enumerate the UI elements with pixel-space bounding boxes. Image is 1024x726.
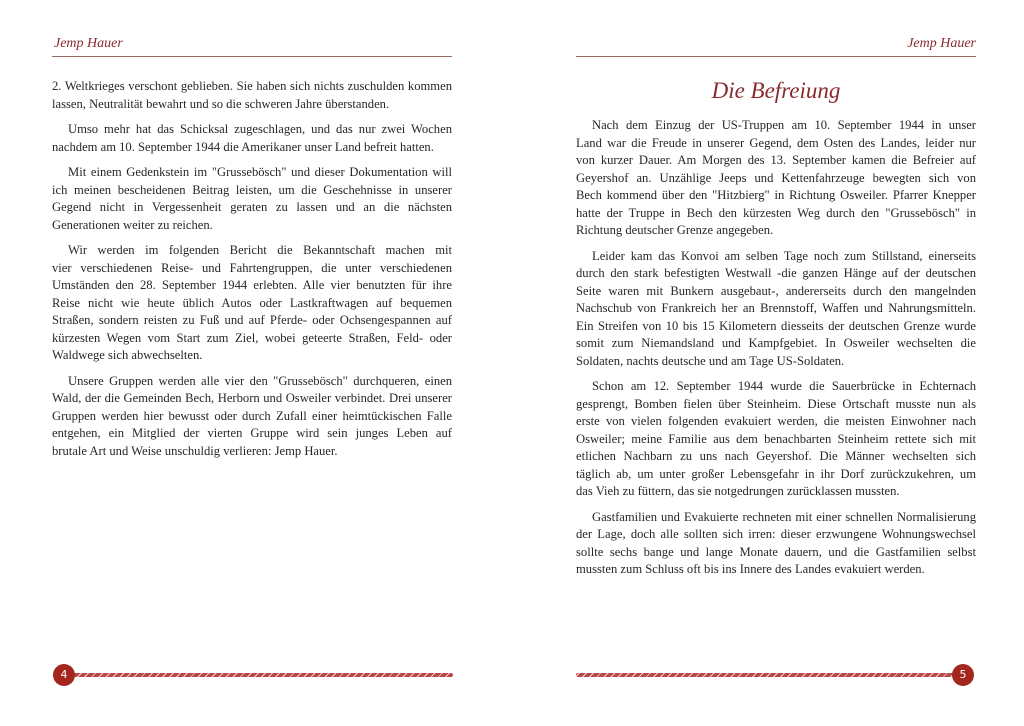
text-line: täglich ab, um unter großer Lebensgefahr in ihr Dorf zurückzukehren, um [576,466,976,481]
text-line: gesprengt, Bomben fielen über Steinheim. Diese Ortschaft musste nun als [576,396,976,411]
text-line: Wir werden im folgenden Bericht die Bekanntschaft machen mit [68,243,452,257]
body-text [52,78,452,468]
text-line: Osweiler; meine Familie aus dem benachbarten Steinheim rettete sich mit [576,431,976,446]
text-line: Ein Streifen von 10 bis 15 Kilometern diesseits der deutschen Grenze wurde [576,318,976,333]
text-line: das Vieh zu füttern, das sie notgedrungen zurücklassen mussten. [576,484,900,498]
text-line: Land war die Freude in unserer Gegend, dem Osten des Landes, leider nur [576,135,976,150]
text-line: somit zum Niemandsland und Kampfgebiet. In Osweiler wechselten die [576,336,976,350]
text-line: lassen, Neutralität bewahrt und so die schweren Jahre überstanden. [52,96,390,111]
rope-ornament [71,673,453,677]
body-text [576,117,976,587]
text-line: Generationen weiter zu reichen. [52,217,213,232]
text-line: Wald, der die Gemeinden Bech, Herborn und Osweiler verbindet. Drei unserer [52,391,452,405]
text-line: Geyershof an. Unzählige Jeeps und Kettenfahrzeuge bewegten sich von [576,170,976,185]
text-line: sollte sechs bange und lange Monate dauern, und die Gastfamilien selbst [576,544,976,559]
text-line: der Lage, doch alle sollten sich irren: dieser erzwungene Wohnungswechsel [576,527,976,541]
text-line: Nach dem Einzug der US-Truppen am 10. September 1944 in unser [592,118,976,132]
text-line: Bech kommend über den "Hitzbierg" in Richtung Osweiler. Pfarrer Knepper [576,188,976,202]
text-line: Richtung deutscher Grenze angegeben. [576,223,774,237]
text-line: ich meinen bescheidenen Beitrag leisten, um die Geschehnisse in unserer [52,182,452,197]
running-head: Jemp Hauer [907,36,976,51]
text-line: brutale Art und Weise unschuldig verlieren: Jemp Hauer. [52,443,338,458]
paragraph [52,242,452,365]
text-line: Gegend nicht in Vergessenheit geraten zu lassen und an die nächsten [52,200,452,214]
text-line: nachdem am 10. September 1944 die Amerikaner unser Land befreit hatten. [52,139,434,154]
text-line: Seite waren mit Bunkern ausgebaut-, andererseits durch den mangelnden [576,283,976,298]
paragraph [52,78,452,113]
text-line: erste von vielen folgenden evakuiert werden, die meisten Einwohner nach [576,414,976,428]
header-rule [576,56,976,57]
text-line: mussten zum Schluss oft bis ins Innere des Landes evakuiert werden. [576,562,925,576]
text-line: Umso mehr hat das Schicksal zugeschlagen, und das nur zwei Wochen [68,122,452,136]
text-line: 2. Weltkrieges verschont geblieben. Sie haben sich nichts zuschulden kommen [52,79,452,93]
text-line: Unsere Gruppen werden alle vier den "Grussebösch" durchqueren, einen [68,373,452,388]
right-footer [576,664,974,686]
text-line: Soldaten, nachts deutsche und am Tage US-Soldaten. [576,353,845,368]
text-line: hatte der Truppe in Bech den kürzesten Weg durch den "Grussebösch" in [576,205,976,220]
text-line: Mit einem Gedenkstein im "Grussebösch" und dieser Dokumentation will [68,165,452,179]
text-line: Nachschub von Frankreich her an Brennstoff, Waffen und Nahrungsmitteln. [576,301,976,315]
rope-ornament [576,673,956,677]
text-line: Umständen den 28. September 1944 erlebten. Alle vier benutzten für ihre [52,278,452,292]
paragraph [52,373,452,461]
chapter-title: Die Befreiung [711,78,841,103]
text-line: kürzesten Wegen vom Start zum Ziel, wobei geteerte Straßen, Feld- oder [52,330,452,345]
text-line: Gastfamilien und Evakuierte rechneten mit einer schnellen Normalisierung [592,509,976,524]
text-line: Reise nicht wie heute üblich Autos oder Lastkraftwagen auf bequemen [52,295,452,310]
text-line: durch den stark befestigten Westwall -die ganzen Hänge auf der deutschen [576,266,976,280]
text-line: Straßen, sondern reisten zu Fuß und auf Pferde- oder Ochsengespannen auf [52,313,452,327]
page-number: 5 [952,664,974,686]
paragraph [52,164,452,234]
paragraph [576,378,976,501]
text-line: Schon am 12. September 1944 wurde die Sauerbrücke in Echternach [592,379,976,393]
header-rule [52,56,452,57]
running-head: Jemp Hauer [54,36,123,51]
text-line: Gruppen werden hier bewusst oder durch Zufall einer heimtückischen Falle [52,408,452,423]
paragraph [52,121,452,156]
text-line: Leider kam das Konvoi am selben Tage noch zum Stillstand, einerseits [592,248,976,263]
paragraph [576,117,976,240]
text-line: vier verschiedenen Reise- und Fahrtengruppen, die unter verschiedenen [52,260,452,275]
left-footer [53,664,453,686]
text-line: Waldwege sich abwechselten. [52,348,203,362]
text-line: etlichen Nachbarn zu uns nach Geyershof. Die Männer wechselten sich [576,449,976,463]
page-number: 4 [53,664,75,686]
text-line: entgehen, ein Mitglied der vierten Gruppe wird sein junges Leben auf [52,426,452,440]
paragraph [576,248,976,371]
paragraph [576,509,976,579]
text-line: von kurzer Dauer. Am Morgen des 13. September kamen die Befreier auf [576,153,976,167]
